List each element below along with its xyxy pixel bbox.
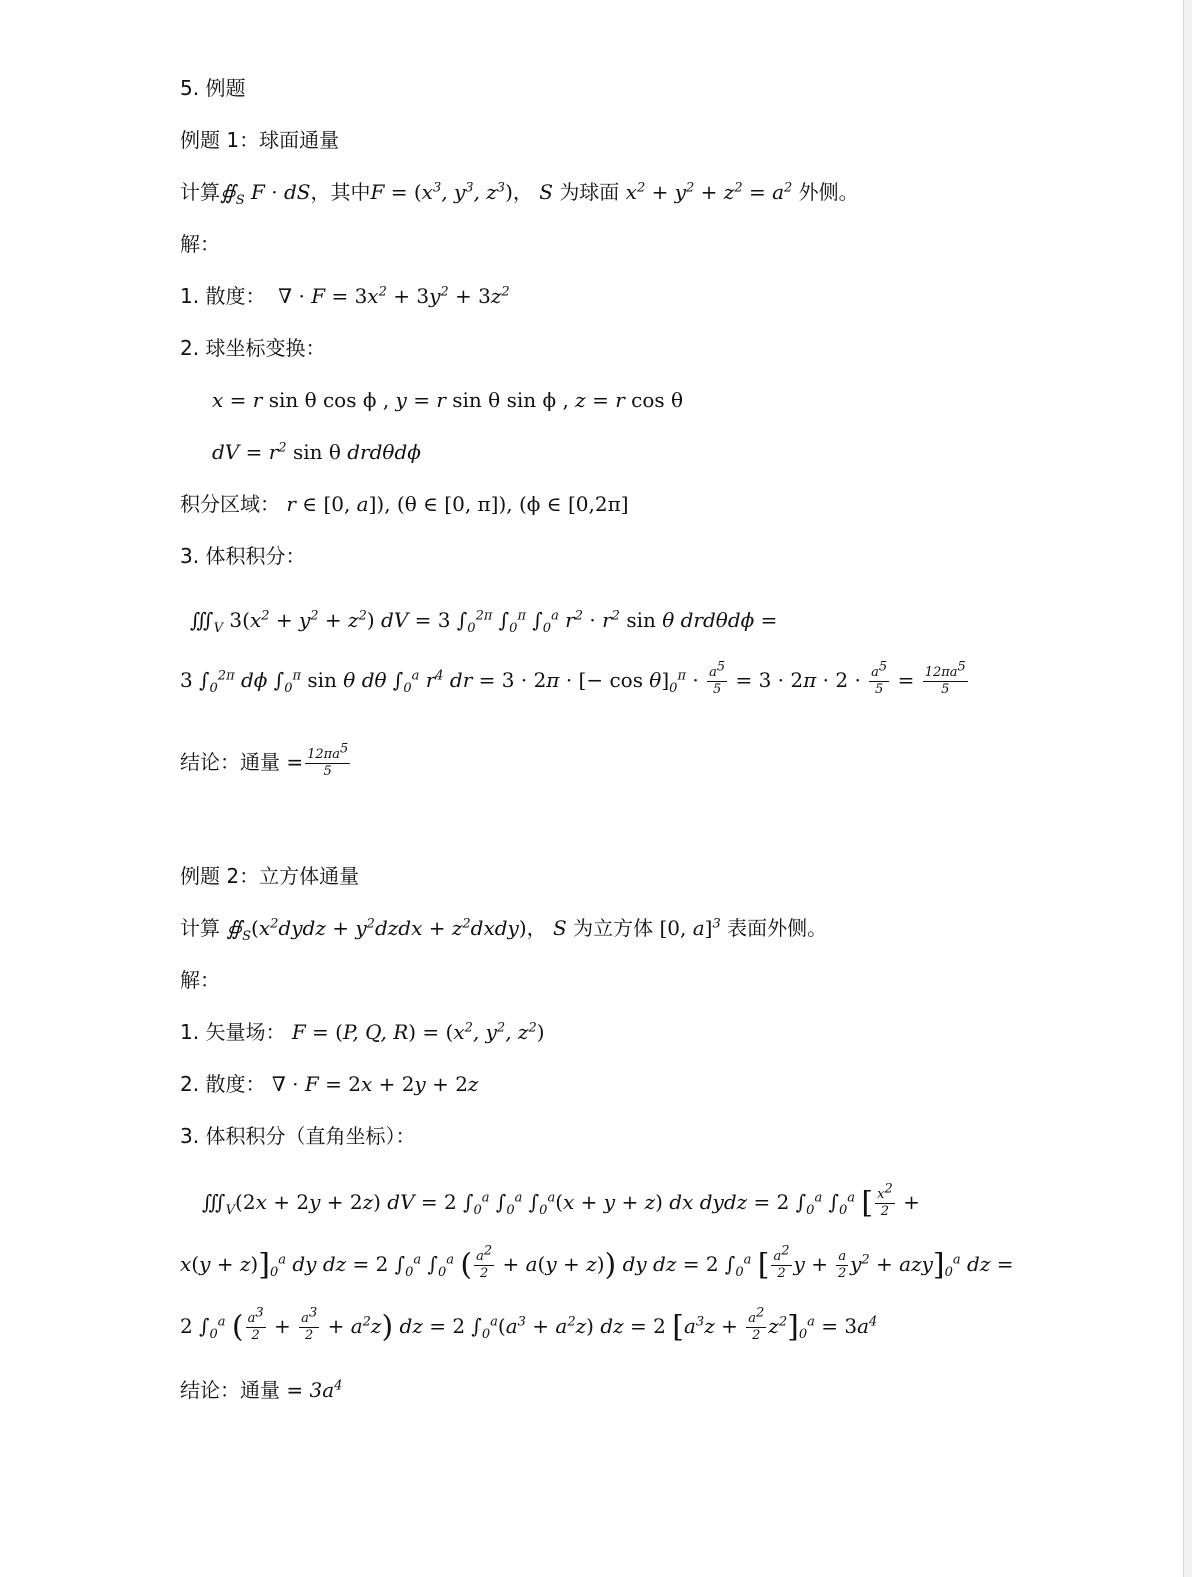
conclusion-fraction [305, 741, 350, 779]
cube-integral-line1 [202, 1181, 920, 1221]
section-title: 5. 例题 [180, 76, 246, 100]
integral-expression-3: 2 $\int_0^a$ ( $\frac{a^3}{2}$ + $\frac{a^3}{2}$ + $a^2z$) dz = 2 $\int_0^a(a^3 + a^2z)$ dz = 2 [$a^3z$ + $\frac{a^2}{2}$ $z^2]_0^a = 3a^4$ [180, 1305, 878, 1345]
problem-surface: 为球面 [559, 180, 620, 204]
volume-element-expression: dV = $r^2$ sin θ drdθdϕ [212, 440, 421, 464]
integral-expression-2: 3 $\int_0^{2\pi}$ dϕ $\int_0^\pi$ sin θ dθ $\int_0^a$ $r^4$ dr = 3 · 2π · [− $\cos \theta]_0^\pi$ · $\frac{a^5}{5}$ = 3 · 2π · 2 · $\frac{a^5}{5}$ = $\frac{12\pi a^5}{5}$ [180, 659, 966, 697]
problem-mid2: ， [512, 180, 533, 204]
coordinate-transform: x = r sin θ cos ϕ , y = r sin θ sin ϕ , z = r cos θ [212, 388, 684, 412]
conclusion-base: 3a [309, 1378, 335, 1402]
example2-step1 [180, 1018, 545, 1046]
conclusion-label: 结论：通量 = [180, 1378, 304, 1402]
cube-integral-line3 [180, 1305, 878, 1345]
volume-integral-line1 [190, 606, 777, 634]
example2-title: 例题 2：立方体通量 [180, 864, 360, 888]
problem-surface: 为立方体 [573, 916, 654, 940]
example1-title: 例题 1：球面通量 [180, 128, 340, 152]
flux-integral-expression: $∯_S(x^2dydz$ + $y^2dzdx$ + $z^2dxdy$) [226, 916, 527, 944]
surface-symbol: S [539, 180, 553, 204]
step1-label: 1. 矢量场： [180, 1020, 286, 1044]
flux-integral-expression: $∯_S$ F · dS [220, 180, 311, 208]
integral-expression-2: $x(y + z)]_0^a$ dy dz = 2 $\int_0^a$ $\int_0^a$ ( $\frac{a^2}{2}$ + a(y + z)) dy dz = 2 $\int_0^a$ [ $\frac{a^2}{2}$ y + $\frac{a}{2}$ $y^2 + azy]_0^a$ dz = [180, 1243, 1014, 1283]
spherical-coordinates [212, 386, 683, 414]
example2-conclusion [180, 1376, 342, 1404]
field-definition: $F = (x^3$, $y^3$, $z^3$) [370, 180, 513, 204]
integral-expression-1: $∭_V(2x + 2y + 2z)$ dV = 2 $\int_0^a$ $\int_0^a$ $\int_0^a(x + y + z)$ dx dydz = 2 $\int_0^a$ $\int_0^a$ [ $\frac{x^2}{2}$ + [202, 1181, 920, 1221]
volume-element [212, 438, 421, 466]
conclusion-exponent: 4 [334, 1378, 343, 1394]
example2-step2 [180, 1070, 478, 1098]
conclusion-label: 结论：通量 = [180, 750, 304, 774]
conclusion-denominator: 5 [323, 764, 332, 779]
example1-problem [180, 178, 859, 206]
problem-mid: ， [526, 916, 547, 940]
volume-integral-line2 [180, 659, 970, 697]
step1-label: 1. 散度： [180, 284, 266, 308]
step2-label: 2. 散度： [180, 1072, 266, 1096]
region-label: 积分区域： [180, 492, 280, 516]
page-edge [1184, 0, 1192, 1577]
cube-integral-line2 [180, 1243, 1014, 1283]
problem-mid: ，其中 [310, 180, 371, 204]
cube-expression: [0, a]$^3$ [659, 916, 721, 940]
conclusion-exponent: 5 [339, 741, 349, 757]
divergence-expression: ∇ · $F = 3x^2 + 3y^2 + 3z^2$ [278, 284, 510, 308]
vector-field-expression: F = (P, Q, $R) = (x^2$, $y^2$, $z^2$) [291, 1020, 545, 1044]
surface-symbol: S [553, 916, 567, 940]
example2-problem [180, 914, 827, 942]
region-expression: r ∈ [0, a]), (θ ∈ [0, π]), (ϕ ∈ [0,2π] [286, 492, 629, 516]
problem-suffix: 表面外侧。 [727, 916, 828, 940]
example1-conclusion [180, 741, 352, 779]
example1-solution-label: 解： [180, 232, 220, 256]
problem-prefix: 计算 [180, 180, 220, 204]
problem-suffix: 外侧。 [798, 180, 859, 204]
conclusion-numerator: 12πa [307, 747, 340, 762]
problem-prefix: 计算 [180, 916, 220, 940]
divergence-expression: ∇ · F = 2x + 2y + 2z [271, 1072, 479, 1096]
example2-step3-label: 3. 体积积分（直角坐标）： [180, 1124, 416, 1148]
example1-step2-label: 2. 球坐标变换： [180, 336, 326, 360]
integration-region [180, 490, 629, 518]
example1-step1 [180, 282, 510, 310]
example2-solution-label: 解： [180, 968, 220, 992]
integral-expression-1: $∭_V$ $3(x^2 + y^2 + z^2)$ dV = 3 $\int_0^{2\pi}$ $\int_0^\pi$ $\int_0^a$ $r^2 \cdot r^2$ sin θ drdθdϕ = [190, 608, 778, 636]
conclusion-value [309, 1378, 342, 1402]
sphere-equation: $x^2 + y^2 + z^2 = a^2$ [625, 180, 793, 204]
example1-step3-label: 3. 体积积分： [180, 544, 306, 568]
